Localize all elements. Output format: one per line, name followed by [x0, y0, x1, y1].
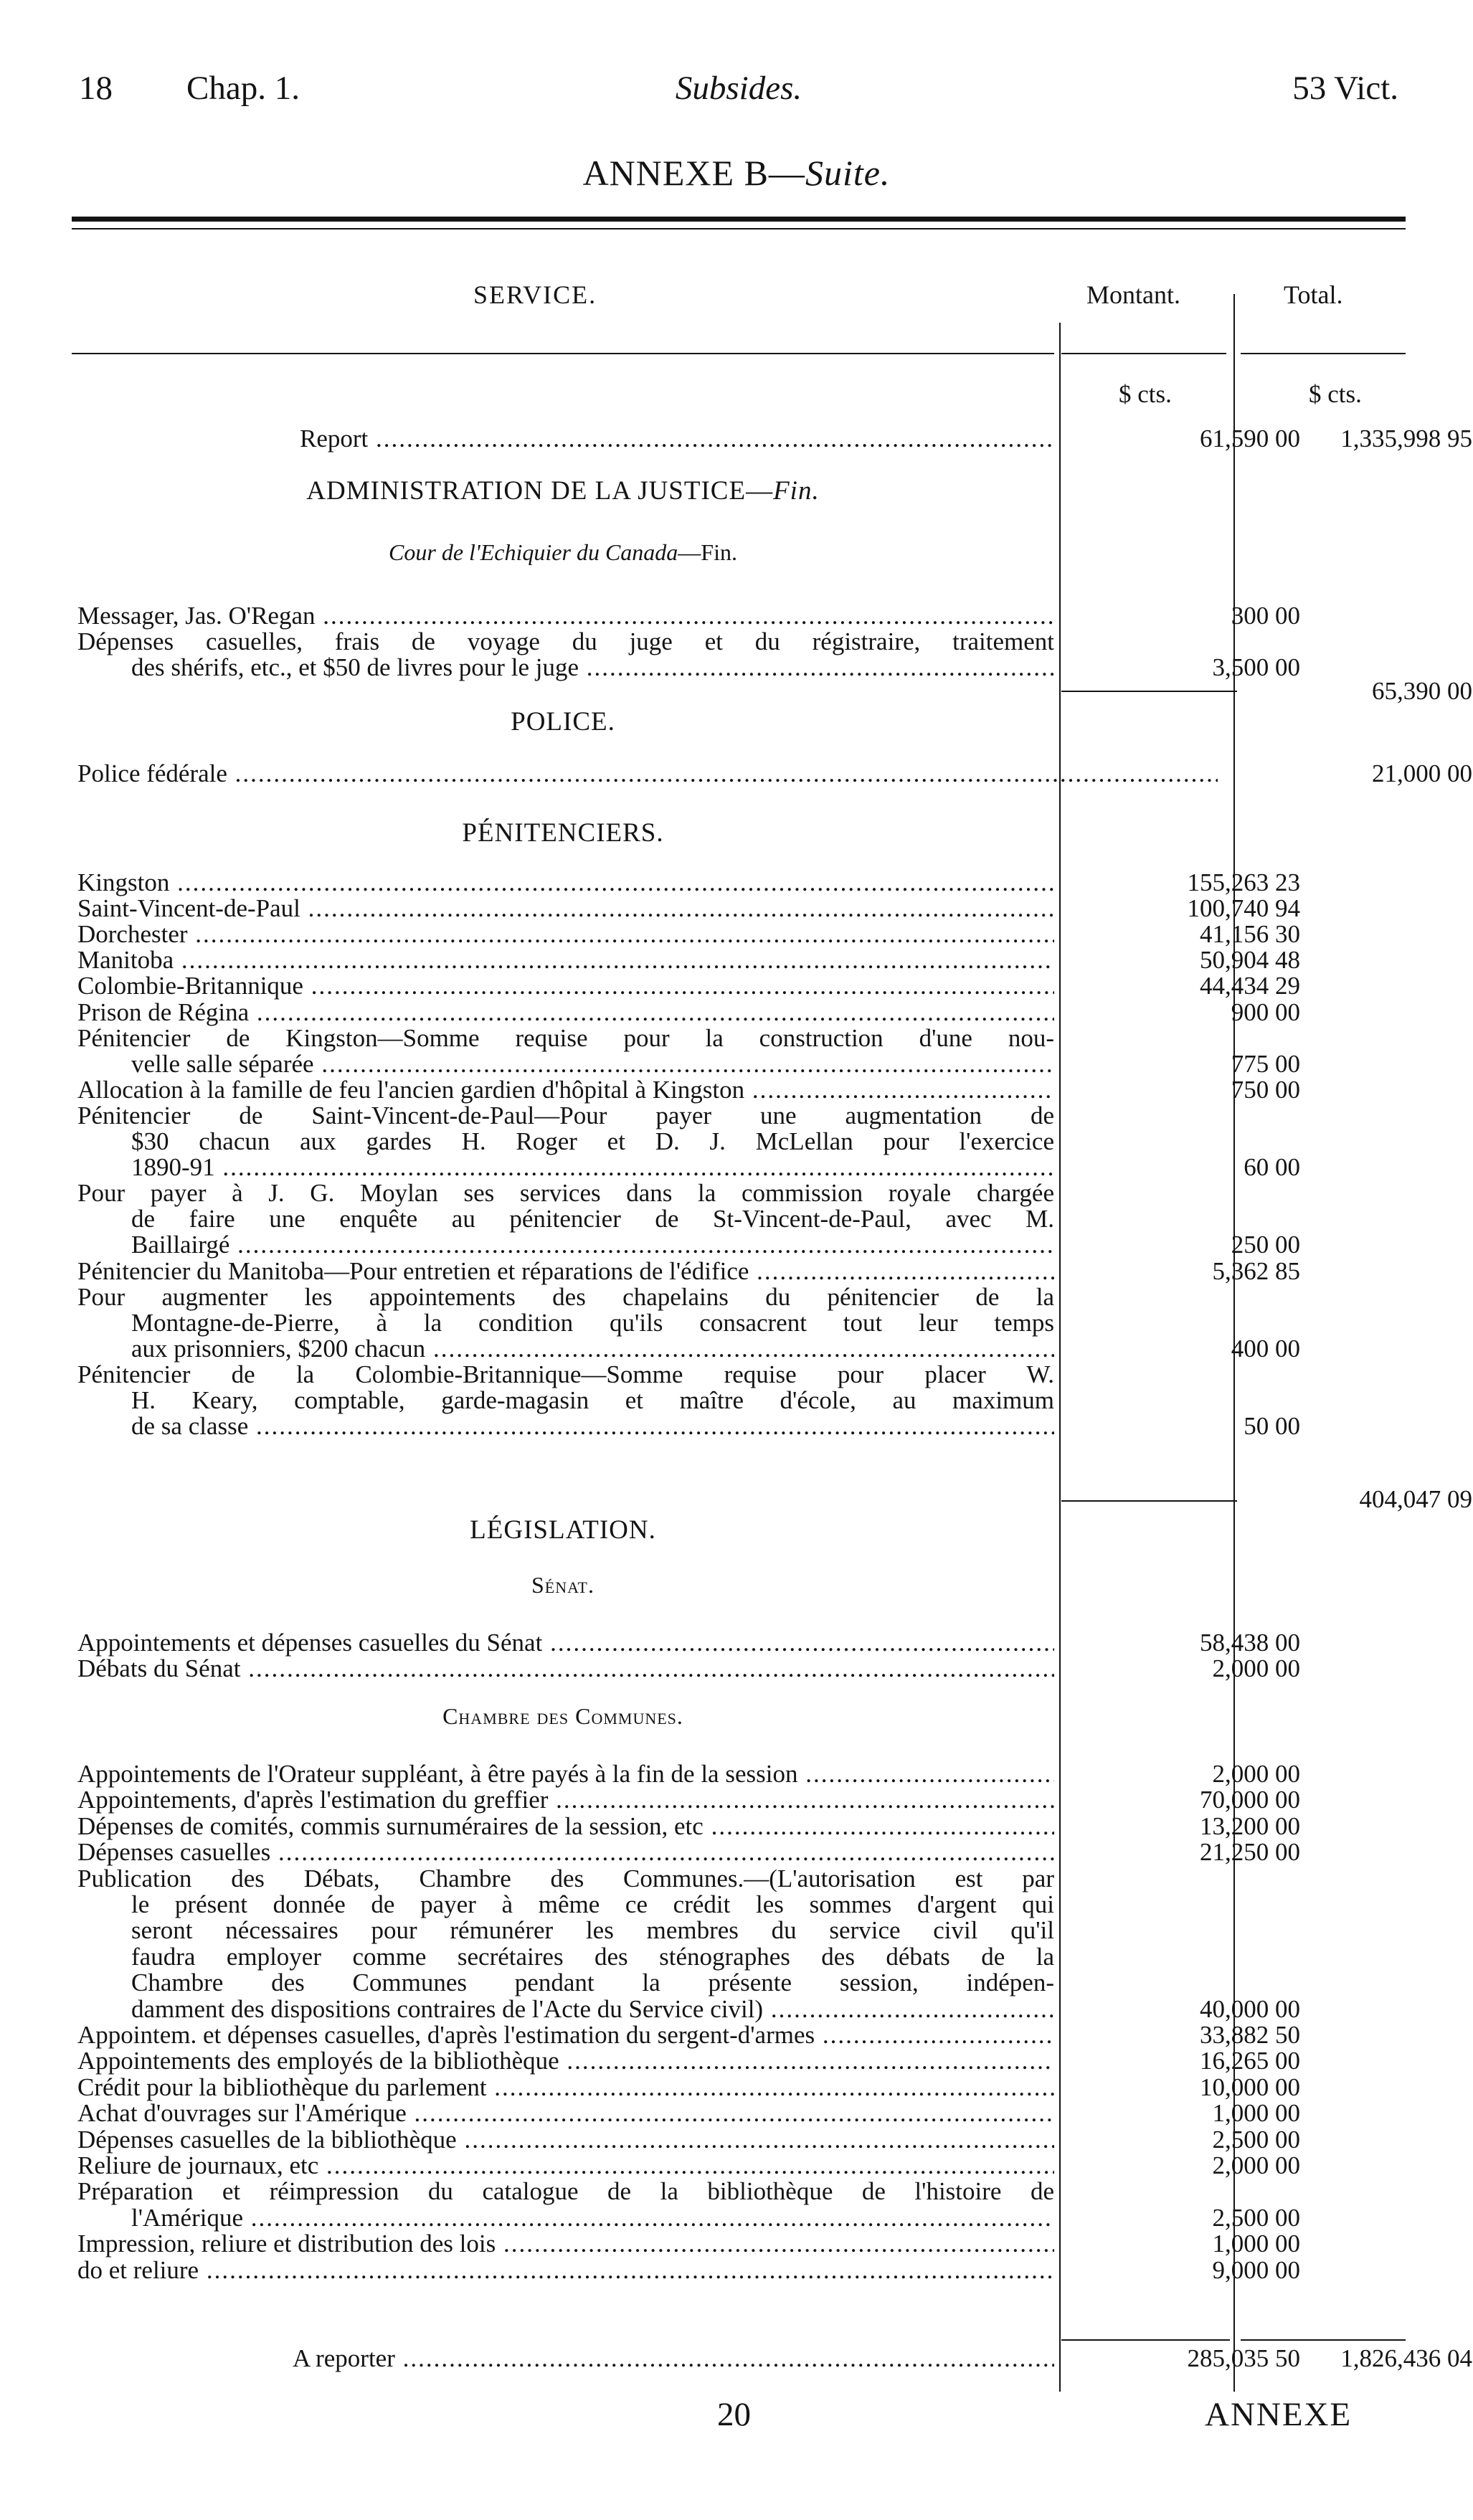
row-label: Baillairgé ..... — [131, 1231, 1054, 1259]
row-amount: 13,200 00 — [1200, 1811, 1300, 1840]
row-label: faudra employer comme secrétaires des sténographes des débats de la — [131, 1943, 1054, 1971]
row-label: damment des dispositions contraires de l'Acte du Service civil) ..... — [131, 1996, 1054, 2023]
row-amount: 155,263 23 — [1187, 868, 1300, 896]
row-label: Dépenses de comités, commis surnuméraires de la session, etc ..... — [77, 1813, 1054, 1840]
row-amount: 2,000 00 — [1212, 1654, 1300, 1682]
column-header-total: Total. — [1284, 280, 1343, 309]
column-header-montant: Montant. — [1086, 280, 1180, 309]
section-heading: LÉGISLATION. — [470, 1515, 656, 1545]
row-amount: 41,156 30 — [1200, 920, 1300, 949]
row-amount: 400 00 — [1231, 1334, 1300, 1363]
row-amount: 100,740 94 — [1187, 894, 1300, 923]
row-amount: 10,000 00 — [1200, 2073, 1300, 2101]
row-label: Pénitencier de la Colombie-Britannique—Somme requise pour placer W. — [77, 1360, 1054, 1388]
section-heading: PÉNITENCIERS. — [462, 818, 664, 848]
section-heading: POLICE. — [511, 707, 615, 736]
row-amount: 70,000 00 — [1200, 1786, 1300, 1814]
row-amount: 44,434 29 — [1200, 972, 1300, 1000]
row-amount: 60 00 — [1244, 1153, 1300, 1182]
column-rule — [1061, 353, 1226, 354]
document-page: 18 Chap. 1. Subsides. 53 Vict. ANNEXE B—Suite. SERVICE. Montant. Total. $ cts. $ cts. Report ..... 61,590 00 1,335,998 95 ADMINISTRATION DE LA JUSTICE—Fin. Cour de l'Echiquier du Canada—Fin. Messager, Jas. O'Regan ..... 300 00 Dépenses casuelles, frais de voyage du juge et du régistraire, traitement des shérifs, etc., et $50 de livres pour le juge ..... 3,500 00 65,390 00 POLICE. Police fédérale ..... 21,000 00 PÉNITENCIERS. Kingston ..... 155,263 23 Saint-Vincent-de-Paul ..... 100,740 94 Dorchester ..... 41,156 30 Manitoba ..... 50,904 48 Colombie-Britannique ..... 44,434 29 Prison de Régina ..... 900 00 Pénitencier de Kingston—Somme requise pour la construction d'une nou- velle salle séparée ..... 775 00 Allocation à la famille de feu l'ancien gardien d'hôpital à Kingston ..... 750 00 Pénitencier de Saint-Vincent-de-Paul—Pour payer une augmentation de $30 chacun aux gardes H. Roger et D. J. McLellan pour l'exercice 1890-91 ..... 60 00 Pour payer à J. G. Moylan ses services dans la commission royale chargée de faire une enquête au pénitencier de St-Vincent-de-Paul, avec M. Baillairgé ..... 250 00 Pénitencier du Manitoba—Pour entretien et réparations de l'édifice ..... 5,362 85 Pour augmenter les appointements des chapelains du pénitencier de la Montagne-de-Pierre, à la condition qu'ils consacrent tout leur temps aux prisonniers, $200 chacun ..... 400 00 Pénitencier de la Colombie-Britannique—Somme requise pour placer W. H. Keary, comptable, garde-magasin et maître d'école, au maximum de sa classe ..... 50 00 404,047 09 LÉGISLATION. Sénat. Appointements et dépenses casuelles du Sénat ..... 58,438 00 Débats du Sénat ..... 2,000 00 Chambre des Communes. Appointements de l'Orateur suppléant, à être payés à la fin de la session ..... 2,000 00 Appointements, d'après l'estimation du greffier ..... 70,000 00 Dépenses de comités, commis surnuméraires de la session, etc ..... 13,200 00 Dépenses casuelles ..... 21,250 00 Publication des Débats, Chambre des Communes.—(L'autorisation est par le présent donnée de payer à même ce crédit les sommes d'argent qui seront nécessaires pour rémunérer les membres du service civil qu'il faudra employer comme secrétaires des sténographes des débats de la Chambre des Communes pendant la présente session, indépen- damment des dispositions contraires de l'Acte du Service civil) ..... 40,000 00 Appointem. et dépenses casuelles, d'après l'estimation du sergent-d'armes ..... 33,882 50 Appointements des employés de la bibliothèque ..... 16,265 00 Crédit pour la bibliothèque du parlement ..... 10,000 00 Achat d'ouvrages sur l'Amérique ..... 1,000 00 Dépenses casuelles de la bibliothèque ..... 2,500 00 Reliure de journaux, etc ..... 2,000 00 Préparation et réimpression du catalogue de la bibliothèque de l'histoire de l'Amérique ..... 2,500 00 Impression, reliure et distribution des lois ..... 1,000 00 do et reliure ..... 9,000 00 A reporter ..... 285,035 50 1,826,436 04 20 ANNEXE — [0, 0, 1473, 2520]
row-label: velle salle séparée ..... — [131, 1051, 1054, 1078]
column-header-service: SERVICE. — [473, 280, 597, 309]
row-label: Impression, reliure et distribution des lois ..... — [77, 2230, 1054, 2258]
subtotal-rule — [1061, 691, 1237, 692]
row-label: Saint-Vincent-de-Paul ..... — [77, 895, 1054, 922]
row-amount: 2,000 00 — [1212, 2151, 1300, 2179]
row-label: H. Keary, comptable, garde-magasin et maître d'école, au maximum — [131, 1387, 1054, 1414]
row-label: Appointements et dépenses casuelles du Sénat ..... — [77, 1629, 1054, 1657]
row-label: Reliure de journaux, etc ..... — [77, 2152, 1054, 2179]
row-label: Dorchester ..... — [77, 921, 1054, 948]
subsection-heading: Cour de l'Echiquier du Canada—Fin. — [389, 539, 737, 565]
row-label: Appointem. et dépenses casuelles, d'après l'estimation du sergent-d'armes ..... — [77, 2022, 1054, 2049]
row-label: Appointements, d'après l'estimation du greffier ..... — [77, 1786, 1054, 1814]
row-label: des shérifs, etc., et $50 de livres pour le juge ..... — [131, 654, 1054, 681]
regnal-year: 53 Vict. — [1292, 70, 1398, 107]
row-amount: 58,438 00 — [1200, 1629, 1300, 1657]
row-amount: 300 00 — [1231, 602, 1300, 630]
row-label: Achat d'ouvrages sur l'Amérique ..... — [77, 2100, 1054, 2127]
row-label: seront nécessaires pour rémunérer les membres du service civil qu'il — [131, 1917, 1054, 1945]
row-amount: 3,500 00 — [1212, 653, 1300, 681]
row-amount: 1,000 00 — [1212, 2230, 1300, 2258]
row-label: Dépenses casuelles ..... — [77, 1839, 1054, 1866]
row-amount: 21,250 00 — [1200, 1838, 1300, 1867]
row-label: Publication des Débats, Chambre des Communes.—(L'autorisation est par — [77, 1865, 1054, 1893]
row-amount: 2,500 00 — [1212, 2125, 1300, 2154]
units-montant: $ cts. — [1119, 380, 1172, 408]
column-divider — [1059, 323, 1061, 2392]
total-rule — [1241, 2339, 1406, 2341]
row-label: Pénitencier du Manitoba—Pour entretien et réparations de l'édifice ..... — [77, 1258, 1054, 1285]
section-heading: ADMINISTRATION DE LA JUSTICE—Fin. — [306, 476, 820, 506]
row-label: aux prisonniers, $200 chacun ..... — [131, 1335, 1054, 1363]
row-label: Dépenses casuelles de la bibliothèque ..... — [77, 2126, 1054, 2154]
chapter-label: Chap. 1. — [186, 70, 300, 107]
units-total: $ cts. — [1309, 380, 1362, 408]
row-amount: 40,000 00 — [1200, 1994, 1300, 2023]
row-amount: 50 00 — [1244, 1412, 1300, 1441]
row-amount: 33,882 50 — [1200, 2021, 1300, 2049]
row-amount: 250 00 — [1231, 1231, 1300, 1259]
row-amount: 750 00 — [1231, 1075, 1300, 1104]
row-amount: 5,362 85 — [1212, 1256, 1300, 1285]
row-label: Préparation et réimpression du catalogue de la bibliothèque de l'histoire de — [77, 2178, 1054, 2206]
row-label: Pénitencier de Kingston—Somme requise pour la construction d'une nou- — [77, 1024, 1054, 1052]
page-number: 18 — [79, 70, 113, 107]
row-amount: 2,500 00 — [1212, 2203, 1300, 2232]
subsection-heading: Chambre des Communes. — [442, 1703, 683, 1729]
row-label: Crédit pour la bibliothèque du parlement ..... — [77, 2074, 1054, 2101]
row-label: Kingston ..... — [77, 869, 1054, 896]
row-label: Pénitencier de Saint-Vincent-de-Paul—Pour payer une augmentation de — [77, 1102, 1054, 1129]
total-rule — [1061, 2339, 1230, 2341]
subtotal-rule — [1061, 1500, 1237, 1502]
header-rule — [72, 217, 1406, 222]
row-amount: 775 00 — [1231, 1049, 1300, 1078]
row-label: le présent donnée de payer à même ce crédit les sommes d'argent qui — [131, 1891, 1054, 1918]
row-label: Prison de Régina ..... — [77, 999, 1054, 1026]
column-rule — [72, 353, 1054, 354]
row-amount: 9,000 00 — [1212, 2255, 1300, 2284]
row-label: Appointements de l'Orateur suppléant, à être payés à la fin de la session ..... — [77, 1761, 1054, 1788]
row-label: l'Amérique ..... — [131, 2204, 1054, 2232]
row-amount: 50,904 48 — [1200, 946, 1300, 975]
row-label: Messager, Jas. O'Regan ..... — [77, 602, 1054, 630]
row-label: Chambre des Communes pendant la présente session, indépen- — [131, 1969, 1054, 1997]
row-label: Débats du Sénat ..... — [77, 1655, 1054, 1682]
row-label: 1890-91 ..... — [131, 1154, 1054, 1181]
column-rule — [1241, 353, 1406, 354]
row-label: $30 chacun aux gardes H. Roger et D. J. McLellan pour l'exercice — [131, 1128, 1054, 1155]
header-rule-thin — [72, 228, 1406, 229]
row-amount: 1,000 00 — [1212, 2099, 1300, 2128]
catchword: ANNEXE — [1205, 2396, 1353, 2433]
row-amount: 16,265 00 — [1200, 2047, 1300, 2075]
row-label: Allocation à la famille de feu l'ancien gardien d'hôpital à Kingston ..... — [77, 1076, 1054, 1104]
signature-number: 20 — [717, 2396, 751, 2433]
row-label: Colombie-Britannique ..... — [77, 972, 1054, 1000]
row-label: Montagne-de-Pierre, à la condition qu'ils consacrent tout leur temps — [131, 1309, 1054, 1337]
running-title: Subsides. — [675, 70, 802, 107]
row-label: Dépenses casuelles, frais de voyage du juge et du régistraire, traitement — [77, 628, 1054, 655]
row-label: de faire une enquête au pénitencier de St-Vincent-de-Paul, avec M. — [131, 1205, 1054, 1233]
row-label: Pour augmenter les appointements des chapelains du pénitencier de la — [77, 1283, 1054, 1311]
row-label: Appointements des employés de la bibliothèque ..... — [77, 2047, 1054, 2075]
annex-title: ANNEXE B—Suite. — [582, 153, 891, 193]
row-label: Manitoba ..... — [77, 947, 1054, 974]
running-header — [72, 69, 1406, 119]
row-amount: 900 00 — [1231, 998, 1300, 1026]
row-label: de sa classe ..... — [131, 1413, 1054, 1440]
subsection-heading: Sénat. — [531, 1572, 595, 1598]
row-amount: 2,000 00 — [1212, 1760, 1300, 1788]
row-label: Pour payer à J. G. Moylan ses services dans la commission royale chargée — [77, 1180, 1054, 1208]
row-label: do et reliure ..... — [77, 2257, 1054, 2284]
